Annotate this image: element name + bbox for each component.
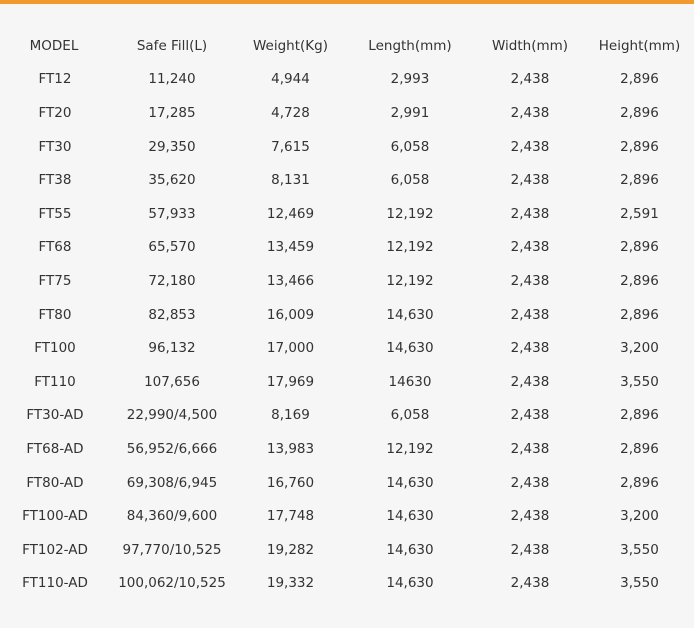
cell-safe-fill: 17,285 [148, 104, 196, 121]
cell-weight: 13,466 [266, 272, 315, 289]
cell-weight: 13,983 [266, 440, 315, 457]
cell-height: 2,896 [620, 71, 659, 88]
cell-weight: 8,169 [271, 407, 310, 424]
spec-table [0, 29, 694, 600]
cell-model: FT75 [38, 272, 72, 289]
table-row [0, 96, 694, 130]
table-header-row [0, 29, 694, 63]
cell-weight: 17,748 [266, 508, 315, 525]
cell-safe-fill: 57,933 [148, 205, 196, 222]
cell-width: 2,438 [510, 373, 550, 390]
cell-height: 2,896 [620, 474, 659, 491]
cell-length: 14,630 [386, 508, 434, 525]
cell-width: 2,438 [510, 407, 550, 424]
cell-safe-fill: 11,240 [148, 71, 196, 88]
cell-width: 2,438 [510, 306, 550, 323]
cell-height: 2,896 [620, 306, 659, 323]
table-row [0, 331, 694, 365]
cell-height: 2,896 [620, 272, 659, 289]
cell-safe-fill: 84,360/9,600 [126, 508, 218, 525]
cell-height: 3,550 [620, 575, 659, 592]
cell-model: FT20 [38, 104, 72, 121]
cell-weight: 16,760 [266, 474, 315, 491]
cell-length: 12,192 [386, 239, 434, 256]
cell-width: 2,438 [510, 104, 550, 121]
table-row [0, 298, 694, 332]
cell-weight: 12,469 [266, 205, 315, 222]
cell-height: 3,200 [620, 340, 659, 357]
cell-model: FT38 [38, 172, 72, 189]
table-row [0, 567, 694, 601]
table-row [0, 264, 694, 298]
cell-height: 2,896 [620, 172, 659, 189]
cell-width: 2,438 [510, 440, 550, 457]
cell-height: 2,896 [620, 440, 659, 457]
cell-safe-fill: 56,952/6,666 [126, 440, 218, 457]
cell-length: 6,058 [390, 407, 430, 424]
cell-weight: 19,332 [266, 575, 315, 592]
cell-width: 2,438 [510, 474, 550, 491]
cell-model: FT30 [38, 138, 72, 155]
cell-safe-fill: 72,180 [148, 272, 196, 289]
table-body [0, 63, 694, 601]
cell-height: 2,896 [620, 407, 659, 424]
table-row [0, 533, 694, 567]
cell-model: FT12 [38, 71, 72, 88]
table-row [0, 432, 694, 466]
cell-safe-fill: 22,990/4,500 [126, 407, 218, 424]
cell-weight: 19,282 [266, 541, 315, 558]
cell-height: 2,896 [620, 138, 659, 155]
cell-model: FT80 [38, 306, 72, 323]
cell-safe-fill: 69,308/6,945 [126, 474, 218, 491]
cell-model: FT100-AD [22, 508, 88, 525]
cell-weight: 8,131 [271, 172, 310, 189]
cell-weight: 4,728 [271, 104, 310, 121]
cell-weight: 7,615 [271, 138, 310, 155]
cell-safe-fill: 96,132 [148, 340, 196, 357]
table-row [0, 365, 694, 399]
cell-length: 2,993 [390, 71, 430, 88]
cell-height: 3,550 [620, 373, 659, 390]
cell-weight: 13,459 [266, 239, 315, 256]
table-row [0, 231, 694, 265]
header-weight: Weight(Kg) [253, 37, 328, 54]
cell-height: 2,896 [620, 104, 659, 121]
cell-width: 2,438 [510, 340, 550, 357]
cell-length: 14,630 [386, 474, 434, 491]
top-accent-bar [0, 0, 694, 4]
cell-safe-fill: 35,620 [148, 172, 196, 189]
cell-length: 6,058 [390, 172, 430, 189]
cell-width: 2,438 [510, 205, 550, 222]
table-row [0, 499, 694, 533]
cell-model: FT68-AD [26, 440, 84, 457]
header-length: Length(mm) [368, 37, 452, 54]
header-model: MODEL [29, 37, 79, 54]
cell-safe-fill: 29,350 [148, 138, 196, 155]
table-row [0, 399, 694, 433]
cell-width: 2,438 [510, 541, 550, 558]
cell-length: 12,192 [386, 440, 434, 457]
cell-model: FT102-AD [22, 541, 88, 558]
cell-safe-fill: 97,770/10,525 [122, 541, 222, 558]
cell-safe-fill: 100,062/10,525 [118, 575, 226, 592]
cell-length: 14630 [388, 373, 432, 390]
cell-safe-fill: 65,570 [148, 239, 196, 256]
cell-weight: 17,969 [266, 373, 315, 390]
cell-model: FT30-AD [26, 407, 84, 424]
cell-weight: 4,944 [271, 71, 310, 88]
table-row [0, 466, 694, 500]
cell-width: 2,438 [510, 71, 550, 88]
cell-width: 2,438 [510, 138, 550, 155]
cell-model: FT80-AD [26, 474, 84, 491]
cell-model: FT55 [38, 205, 72, 222]
cell-safe-fill: 107,656 [144, 373, 200, 390]
cell-height: 3,550 [620, 541, 659, 558]
cell-height: 2,896 [620, 239, 659, 256]
header-height: Height(mm) [598, 37, 681, 54]
cell-length: 12,192 [386, 205, 434, 222]
cell-length: 14,630 [386, 340, 434, 357]
cell-model: FT110 [34, 373, 76, 390]
cell-length: 2,991 [390, 104, 430, 121]
cell-length: 12,192 [386, 272, 434, 289]
header-safe-fill: Safe Fill(L) [136, 37, 208, 54]
cell-weight: 17,000 [266, 340, 315, 357]
header-width: Width(mm) [491, 37, 569, 54]
table-row [0, 63, 694, 97]
cell-weight: 16,009 [266, 306, 315, 323]
cell-safe-fill: 82,853 [148, 306, 196, 323]
cell-length: 14,630 [386, 306, 434, 323]
cell-length: 14,630 [386, 541, 434, 558]
cell-width: 2,438 [510, 575, 550, 592]
cell-model: FT100 [34, 340, 76, 357]
cell-height: 3,200 [620, 508, 659, 525]
cell-width: 2,438 [510, 272, 550, 289]
table-row [0, 130, 694, 164]
cell-length: 14,630 [386, 575, 434, 592]
cell-width: 2,438 [510, 239, 550, 256]
cell-width: 2,438 [510, 508, 550, 525]
cell-length: 6,058 [390, 138, 430, 155]
cell-width: 2,438 [510, 172, 550, 189]
cell-model: FT110-AD [22, 575, 88, 592]
table-row [0, 163, 694, 197]
cell-model: FT68 [38, 239, 72, 256]
table-row [0, 197, 694, 231]
cell-height: 2,591 [620, 205, 659, 222]
